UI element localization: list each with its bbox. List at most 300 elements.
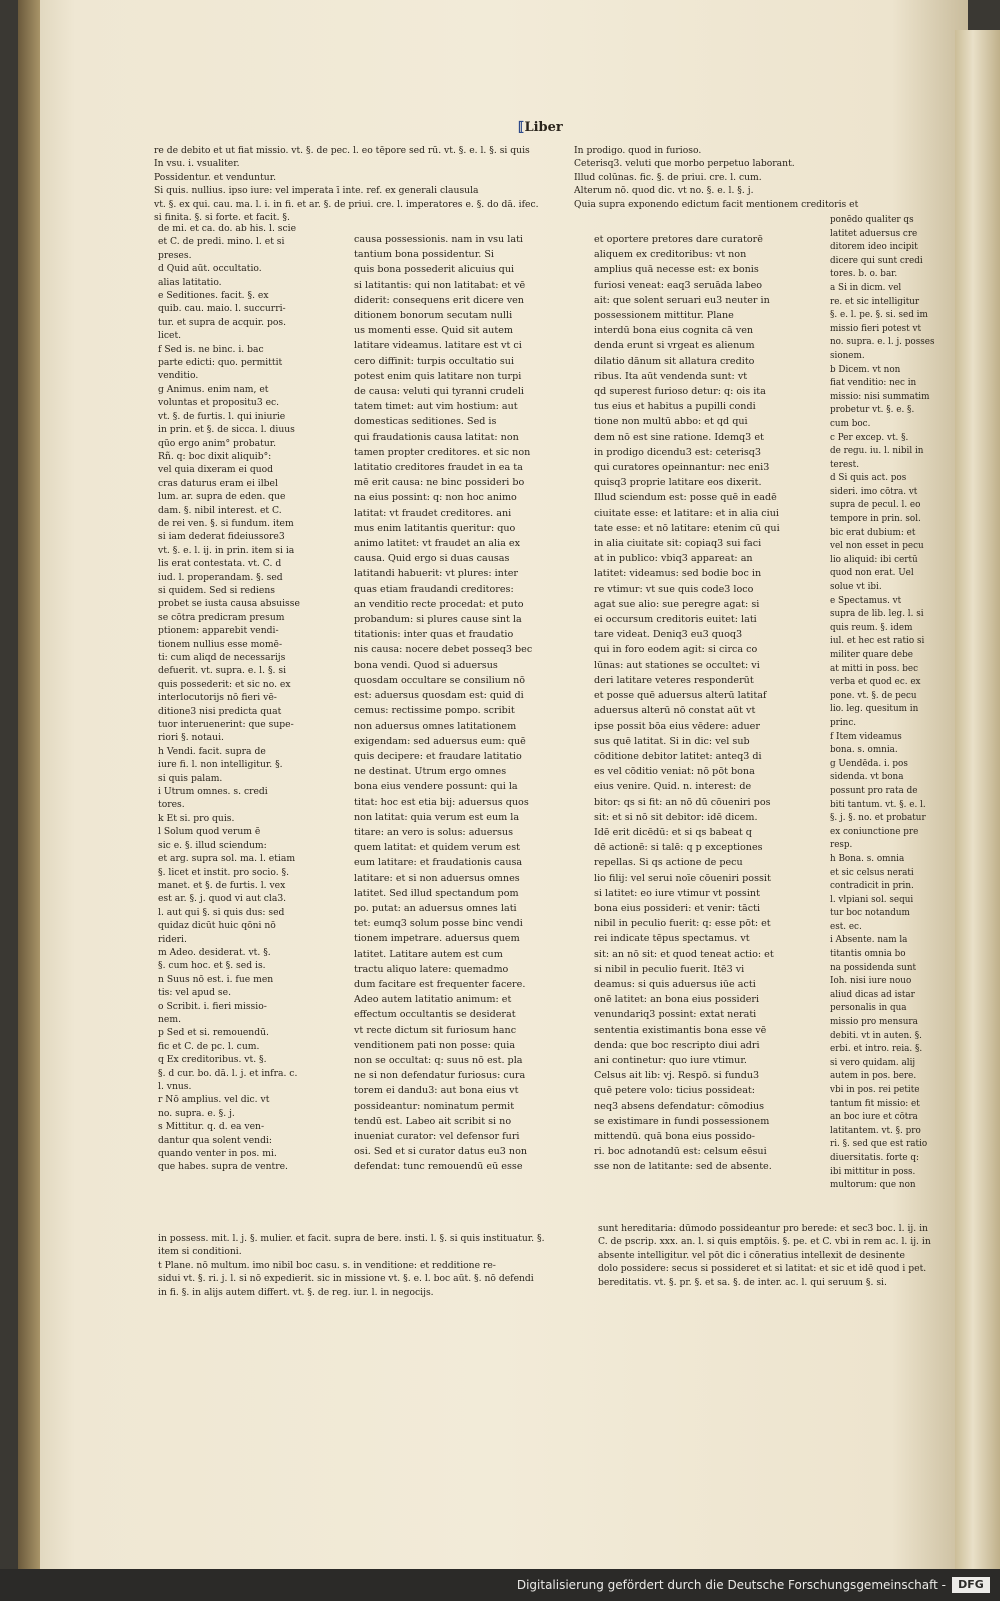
text-line: mē erit causa: ne binc possideri bo [354,477,525,489]
running-head: ⟦Liber [518,120,563,135]
text-line: titat: hoc est etia bij: aduersus quos [354,796,529,808]
text-line: absente intelligitur. vel pōt dic i cōneratius intellexit de desinente [598,1249,905,1261]
text-line: na possidenda sunt [830,962,917,973]
text-line: ipse possit bōa eius vēdere: aduer [594,720,760,732]
text-line: ne si non defendatur furiosus: cura [354,1070,526,1082]
text-line: interlocutorijs nō fieri vē- [158,692,277,704]
text-line: probetur vt. §. e. §. [830,405,915,416]
text-line: lūnas: aut stationes se occultet: vi [594,659,760,671]
text-line: dantur qua solent vendi: [158,1134,273,1146]
text-line: supra de lib. leg. l. si [830,609,924,620]
text-line: an boc iure et cōtra [830,1112,918,1123]
text-line: causa possessionis. nam in vsu lati [354,234,523,245]
text-line: autem in pos. bere. [830,1071,917,1082]
text-line: sententia existimantis bona esse vē [594,1024,767,1036]
text-line: i Utrum omnes. s. credi [158,786,268,798]
text-line: tores. b. o. bar. [830,269,898,280]
text-line: aduersus alterū nō constat aūt vt [594,705,756,717]
text-line: §. e. l. pe. §. si. sed im [830,310,928,321]
text-line: ti: cum aliqd de necessarijs [158,652,286,663]
text-line: re vtimur: vt sue quis code3 loco [594,583,754,595]
text-line: in prin. et §. de sicca. l. diuus [158,424,295,436]
text-line: et C. de predi. mino. l. et si [158,236,285,248]
text-line: latitandi habuerit: vt plures: inter [354,568,518,580]
text-line: Alterum nō. quod dic. vt no. §. e. l. §. j. [574,185,754,197]
text-line: quod non erat. Uel [830,568,914,579]
text-line: sse non de latitante: sed de absente. [594,1161,772,1173]
text-line: tuor interuenerint: que supe- [158,719,294,731]
text-line: se existimare in fundi possessionem [594,1115,770,1127]
text-line: venundariq3 possint: extat nerati [594,1009,757,1021]
bottom-gloss-left [158,1232,588,1312]
text-line: l. vlpiani sol. sequi [830,894,914,905]
text-line: ex coniunctione pre [830,826,919,837]
text-line: est ar. §. j. quod vi aut cla3. [158,893,287,905]
text-line: bona. s. omnia. [830,745,898,756]
text-line: probet se iusta causa absuisse [158,598,300,610]
text-line: causa. Quid ergo si duas causas [354,553,510,565]
text-line: qui curatores opeinnantur: nec eni3 [594,462,770,474]
text-line: de regu. iu. l. nibil in [830,446,924,457]
text-line: agat sue alio: sue peregre agat: si [594,598,760,610]
text-line: In prodigo. quod in furioso. [574,145,702,156]
text-line: fiat venditio: nec in [830,378,917,389]
text-line: latitare: et si non aduersus omnes [354,872,520,884]
text-line: sidui vt. §. ri. j. l. si nō expedierit. sic in missione vt. §. e. l. boc aūt. §. nō defendi [158,1273,534,1285]
text-line: tantum fit missio: et [830,1098,920,1109]
text-line: possessionem mittitur. Plane [594,310,734,322]
text-line: riori §. notaui. [158,732,224,744]
text-line: bona eius possideri: et venir: tācti [594,902,761,914]
text-line: tur boc notandum [830,908,910,919]
text-line: Ioh. nisi iure nouo [830,976,912,987]
text-line: Ceterisq3. veluti que morbo perpetuo laborant. [574,158,795,170]
text-line: re de debito et ut fiat missio. vt. §. de pec. l. eo tēpore sed rū. vt. §. e. l. §. si quis [154,145,530,156]
text-line: bic erat dubium: et [830,527,916,538]
text-line: et sic celsus nerati [830,867,914,878]
text-line: et oportere pretores dare curatorē [594,234,763,245]
text-line: in possess. mit. l. j. §. mulier. et facit. supra de bere. insti. l. §. si quis instituatur. §. [158,1233,545,1244]
text-line: neq3 absens defendatur: cōmodius [594,1100,765,1112]
text-line: defendat: tunc remouendū eū esse [354,1161,523,1173]
text-line: titare: an vero is solus: aduersus [354,826,514,838]
text-line: tantium bona possidentur. Si [354,249,495,261]
text-line: iul. et hec est ratio si [830,636,925,647]
text-line: missio fieri potest vt [830,323,921,334]
text-line: tamen propter creditores. et sic non [354,446,531,458]
text-line: Possidentur. et venduntur. [154,171,276,183]
text-line: Idē erit dicēdū: et si qs babeat q [594,826,752,838]
main-text-column-1 [354,232,580,1222]
text-line: vt. §. ex qui. cau. ma. l. i. in fi. et ar. §. de priui. cre. l. imperatores e. §. do dā. ifec. [154,198,539,210]
text-line: lio. leg. quesitum in [830,704,919,715]
text-line: diuersitatis. forte q: [830,1152,919,1163]
text-line: quando venter in pos. mi. [158,1148,277,1160]
text-line: ciuitate esse: et latitare: et in alia ciui [594,507,779,519]
text-line: Celsus ait lib: vj. Respō. si fundu3 [594,1070,760,1082]
text-line: po. putat: an aduersus omnes lati [354,902,517,914]
text-line: ri. boc adnotandū est: celsum eēsui [594,1146,767,1158]
text-line: supra de pecul. l. eo [830,500,921,511]
text-line: t Plane. nō multum. imo nibil boc casu. s. in venditione: et redditione re- [158,1259,496,1271]
text-line: non se occultat: q: suus nō est. pla [354,1054,523,1066]
text-line: tis: vel apud se. [158,987,231,999]
text-line: sus quē latitat. Si in dic: vel sub [594,735,750,747]
text-line: ri. §. sed que est ratio [830,1139,928,1150]
text-line: p Sed et si. remouendū. [158,1027,269,1039]
text-line: aliud dicas ad istar [830,989,915,1000]
text-line: fic et C. de pc. l. cum. [158,1040,260,1052]
text-line: exigendam: sed aduersus eum: quē [354,735,526,747]
text-line: sit: an nō sit: et quod teneat actio: et [594,948,774,960]
text-line: de causa: veluti qui tyranni crudeli [354,386,524,398]
text-line: de rei ven. §. si fundum. item [158,517,294,529]
text-line: dem nō est sine ratione. Idemq3 et [594,431,764,443]
text-line: vt. §. de furtis. l. qui iniurie [158,410,286,422]
text-line: quē petere volo: ticius possideat: [594,1085,756,1097]
text-line: quas etiam fraudandi creditores: [354,583,514,595]
text-line: at mitti in poss. bec [830,663,918,674]
text-line: an venditio recte procedat: et puto [354,598,524,610]
text-line: cras daturus eram ei ilbel [158,477,278,489]
page-gutter [18,0,40,1569]
text-line: in fi. §. in alijs autem differt. vt. §. de reg. iur. l. in negocijs. [158,1286,434,1298]
text-line: interdū bona eius cognita cā ven [594,325,754,337]
text-line: tatem timet: aut vim hostium: aut [354,401,518,413]
text-line: titationis: inter quas et fraudatio [354,629,514,641]
text-line: si nibil in peculio fuerit. Itē3 vi [594,963,745,975]
text-line: si iam dederat fideiussore3 [158,531,285,543]
text-line: possideantur: nominatum permit [354,1100,515,1112]
text-line: tractu aliquo latere: quemadmo [354,963,509,975]
text-line: nis causa: nocere debet posseq3 bec [354,644,533,656]
text-line: titantis omnia bo [830,949,906,960]
text-line: quem latitat: et quidem verum est [354,842,520,854]
text-line: que habes. supra de ventre. [158,1161,288,1173]
text-line: latitatio creditores fraudet in ea ta [354,462,523,474]
text-line: l. aut qui §. si quis dus: sed [158,906,285,918]
text-line: qui in foro eodem agit: si circa co [594,644,758,656]
text-line: venditionem pati non posse: quia [354,1039,516,1051]
text-line: denda: que boc rescripto diui adri [594,1039,760,1051]
text-line: §. d cur. bo. dā. l. j. et infra. c. [158,1067,298,1079]
text-line: quis possederit: et sic no. ex [158,678,291,690]
text-line: no. supra. e. l. j. posses [830,337,935,348]
text-line: latitet: videamus: sed bodie boc in [594,568,762,580]
text-line: sideri. imo cōtra. vt [830,486,918,497]
text-line: r Nō amplius. vel dic. vt [158,1094,270,1106]
text-line: tur. et supra de acquir. pos. [158,316,287,328]
text-line: sunt hereditaria: dūmodo possideantur pro berede: et sec3 boc. l. ij. in [598,1223,928,1234]
text-line: quib. cau. maio. l. succurri- [158,303,286,315]
text-line: f Item videamus [830,731,902,742]
text-line: ptionem: apparebit vendi- [158,625,279,637]
text-line: ani continetur: quo iure vtimur. [594,1054,747,1066]
text-line: cōditione debitor latitet: anteq3 di [594,750,762,762]
text-line: quis bona possederit alicuius qui [354,264,515,276]
text-line: militer quare debe [830,650,913,660]
text-line: latitare videamus. latitare est vt ci [354,340,522,352]
text-line: probandum: si plures cause sint la [354,614,522,626]
text-line: si latitet: eo iure vtimur vt possint [594,887,760,899]
text-line: est: aduersus quosdam est: quid di [354,690,524,702]
text-line: qd superest furioso detur: q: ois ita [594,386,766,398]
text-line: lum. ar. supra de eden. que [158,491,286,503]
text-line: lio aliquid: ibi certū [830,554,918,565]
text-line: n Suus nō est. i. fue men [158,973,274,985]
text-line: Quia supra exponendo edictum facit mentionem creditoris et [574,198,859,210]
text-line: et posse quē aduersus alterū latitaf [594,690,767,702]
text-line: i Absente. nam la [830,935,908,946]
text-line: m Adeo. desiderat. vt. §. [158,946,271,958]
text-line: dilatio dānum sit allatura credito [594,355,755,367]
text-line: dam. §. nibil interest. et C. [158,504,282,516]
bottom-gloss-right [598,1222,963,1302]
text-line: princ. [830,717,857,728]
text-line: latitantem. vt. §. pro [830,1125,921,1136]
text-line: potest enim quis latitare non turpi [354,370,522,382]
text-line: §. cum hoc. et §. sed is. [158,960,266,972]
text-line: h Bona. s. omnia [830,853,905,864]
text-line: debiti. vt in auten. §. [830,1030,922,1041]
text-line: latitet. Latitare autem est cum [354,948,503,960]
text-line: g Uendēda. i. pos [830,758,908,769]
text-line: inueniat curator: vel defensor furi [354,1130,520,1142]
text-line: tempore in prin. sol. [830,514,921,525]
text-line: eius venire. Quid. n. interest: de [594,781,752,793]
text-line: onē latitet: an bona eius possideri [594,994,760,1006]
text-line: si finita. §. si forte. et facit. §. [154,212,290,224]
text-line: Illud colūnas. fic. §. de priui. cre. l. cum. [574,171,762,183]
text-line: voluntas et propositu3 ec. [158,397,280,409]
text-line: osi. Sed et si curator datus eu3 non [354,1146,528,1158]
text-line: personalis in qua [830,1003,907,1014]
text-line: §. licet et instit. pro socio. §. [158,866,290,878]
left-gloss-column [158,222,358,1202]
text-line: contradicit in prin. [830,881,914,892]
text-line: iure fi. l. non intelligitur. §. [158,759,283,771]
text-line: sidenda. vt bona [830,772,904,783]
next-page-edge [955,30,1000,1569]
text-line: terest. [830,459,859,470]
text-line: ribus. Ita aūt vendenda sunt: vt [594,370,748,382]
text-line: vel non esset in pecu [830,541,924,552]
text-line: repellas. Si qs actione de pecu [594,857,743,869]
text-line: denda erunt si vrgeat es alienum [594,340,755,352]
text-line: ditorem ideo incipit [830,242,918,253]
text-line: bona eius vendere possunt: qui la [354,781,518,793]
text-line: at in publico: vbiq3 appareat: an [594,553,753,565]
text-line: lis erat contestata. vt. C. d [158,558,282,570]
text-line: erbi. et intro. reia. §. [830,1044,923,1055]
text-line: vbi in pos. rei petite [830,1085,920,1095]
footer-bar [0,1569,1000,1601]
text-line: preses. [158,249,192,261]
text-line: de mi. et ca. do. ab his. l. scie [158,223,297,234]
text-line: si quis palam. [158,772,223,784]
text-line: ditionem bonorum secutam nulli [354,310,513,322]
text-line: f Sed is. ne binc. i. bac [158,343,264,355]
text-line: tet: eumq3 solum posse binc vendi [354,918,523,930]
text-line: eum latitare: et fraudationis causa [354,857,523,869]
text-line: defuerit. vt. supra. e. l. §. si [158,665,287,677]
text-line: us momenti esse. Quid sit autem [354,325,513,337]
main-text-column-2 [594,232,820,1222]
text-line: tate esse: et nō latitare: etenim cū qui [594,522,780,534]
text-line: se cōtra predicram presum [158,611,285,623]
text-line: in alia ciuitate sit: copiaq3 sui faci [594,538,762,550]
text-line: bona vendi. Quod si aduersus [354,659,498,671]
text-line: es vel cōditio veniat: nō pōt bona [594,766,755,778]
text-line: vel quia dixeram ei quod [158,464,274,476]
text-line: ei occursum creditoris euitet: lati [594,614,757,626]
text-line: d Si quis act. pos [830,473,907,484]
text-line: qui fraudationis causa latitat: non [354,431,519,443]
text-line: sic e. §. illud sciendum: [158,839,267,851]
text-line: l Solum quod verum ē [158,826,261,838]
text-line: g Animus. enim nam, et [158,383,269,395]
text-line: bereditatis. vt. §. pr. §. et sa. §. de inter. ac. l. qui seruum §. si. [598,1276,887,1288]
text-line: est. ec. [830,921,862,932]
text-line: non latitat: quia verum est eum la [354,811,520,823]
text-line: effectum occultantis se desiderat [354,1009,516,1021]
text-line: Adeo autem latitatio animum: et [354,994,512,1006]
text-line: rei indicate tēpus spectamus. vt [594,933,750,945]
text-line: quis reum. §. idem [830,622,913,633]
top-right-gloss [574,144,954,219]
text-line: lio filij: vel serui noīe cōueniri possit [594,872,771,884]
text-line: q Ex creditoribus. vt. §. [158,1054,267,1066]
dfg-logo: DFG [952,1577,990,1593]
text-line: a Si in dicm. vel [830,282,902,293]
text-line: venditio. [158,370,199,382]
text-line: furiosi veneat: eaq3 seruāda labeo [594,279,763,291]
text-line: sionem. [830,350,865,361]
text-line: ponēdo qualiter qs [830,215,914,225]
text-line: Rñ. q: boc dixit aliquib°: [158,450,272,462]
text-line: cum boc. [830,418,871,429]
text-line: tendū est. Labeo ait scribit si no [354,1115,512,1127]
text-line: domesticas seditiones. Sed is [354,416,497,428]
text-line: h Vendi. facit. supra de [158,745,266,757]
text-line: ibi mittitur in poss. [830,1166,916,1177]
text-line: resp. [830,840,853,851]
text-line: amplius quā necesse est: ex bonis [594,264,759,276]
right-gloss-column [830,214,960,1214]
text-line: dolo possidere: secus si possideret et si latitat: et sic et idē quod i pet. [598,1263,927,1275]
text-line: si latitantis: qui non latitabat: et vē [354,279,526,291]
text-line: C. de pscrip. xxx. an. l. si quis emptōis. §. pe. et C. vbi in rem ac. l. ij. in [598,1236,931,1248]
text-line: cero diffinit: turpis occultatio sui [354,355,515,367]
text-line: manet. et §. de furtis. l. vex [158,879,286,891]
text-line: qūo ergo anim° probatur. [158,437,277,449]
text-line: missio: nisi summatim [830,391,930,402]
text-line: dum facitare est frequenter facere. [354,978,526,990]
text-line: non aduersus omnes latitationem [354,720,517,732]
text-line: tores. [158,799,185,811]
text-line: bitor: qs si fit: an nō dū cōueniri pos [594,796,771,808]
text-line: ditione3 nisi predicta quat [158,705,282,717]
text-line: na eius possint: q: non hoc animo [354,492,517,504]
text-line: d Quid aūt. occultatio. [158,263,262,275]
text-line: l. vnus. [158,1081,192,1092]
text-line: quisq3 proprie latitare eos dixerit. [594,477,762,489]
text-line: licet. [158,330,182,342]
text-line: mittendū. quā bona eius possido- [594,1130,755,1142]
text-line: Illud sciendum est: posse quē in eadē [594,492,777,504]
text-line: latitat: vt fraudet creditores. ani [354,507,512,519]
text-line: quosdam occultare se consilium nō [354,674,526,686]
text-line: diderit: consequens erit dicere ven [354,294,524,306]
text-line: solue vt ibi. [830,582,882,593]
text-line: k Et si. pro quis. [158,812,235,824]
text-line: vt recte dictum sit furiosum hanc [354,1024,517,1036]
text-line: no. supra. e. §. j. [158,1107,235,1119]
footer-credit: Digitalisierung gefördert durch die Deutsche Forschungsgemeinschaft - [516,1578,946,1592]
text-line: verba et quod ec. ex [830,677,921,688]
text-line: e Seditiones. facit. §. ex [158,290,269,302]
text-line: alias latitatio. [158,276,222,288]
text-line: biti tantum. vt. §. e. l. [830,799,926,810]
text-line: missio pro mensura [830,1017,918,1028]
text-line: dē actionē: si talē: q p exceptiones [594,842,763,854]
text-line: Si quis. nullius. ipso iure: vel imperata ī inte. ref. ex generali clausula [154,185,479,197]
text-line: ait: que solent seruari eu3 neuter in [594,294,770,306]
text-line: quis decipere: et fraudare latitatio [354,750,522,762]
text-line: §. j. §. no. et probatur [830,813,926,824]
text-line: tionem impetrare. aduersus quem [354,933,520,945]
text-line: latitet. Sed illud spectandum pom [354,887,519,899]
text-line: latitet aduersus cre [830,228,918,239]
text-line: in prodigo dicendu3 est: ceterisq3 [594,446,762,458]
text-line: quidaz dicūt huic qōni nō [158,920,276,932]
text-line: rideri. [158,933,187,945]
text-line: ne destinat. Utrum ergo omnes [354,766,507,778]
text-line: pone. vt. §. de pecu [830,690,917,701]
text-line: possunt pro rata de [830,785,918,796]
text-line: re. et sic intelligitur [830,296,920,307]
text-line: tione non multū abbo: et qd qui [594,416,748,428]
text-line: parte edicti: quo. permittit [158,357,283,369]
text-line: dicere qui sunt credi [830,255,923,266]
text-line: s Mittitur. q. d. ea ven- [158,1121,265,1133]
text-line: nem. [158,1013,181,1025]
text-line: multorum: que non [830,1180,916,1191]
text-line: torem ei dandu3: aut bona eius vt [354,1085,519,1097]
text-line: tionem nullius esse momē- [158,638,283,650]
book-page [18,0,968,1569]
text-line: tare videat. Deniq3 eu3 quoq3 [594,629,743,641]
text-line: o Scribit. i. fieri missio- [158,1000,267,1012]
text-line: c Per excep. vt. §. [830,432,909,443]
text-line: item si conditioni. [158,1246,242,1258]
text-line: sit: et si nō sit debitor: idē dicem. [594,811,758,823]
text-line: si vero quidam. alij [830,1057,916,1068]
text-line: In vsu. i. vsualiter. [154,158,240,170]
text-line: vt. §. e. l. ij. in prin. item si ia [158,544,295,556]
text-line: deri latitare veteres responderūt [594,674,754,686]
text-line: animo latitet: vt fraudet an alia ex [354,538,521,550]
text-line: b Dicem. vt non [830,364,901,375]
text-line: deamus: si quis aduersus iūe acti [594,978,756,990]
text-line: aliquem ex creditoribus: vt non [594,249,747,261]
text-line: e Spectamus. vt [830,595,902,606]
text-line: mus enim latitantis queritur: quo [354,522,516,534]
text-line: nibil in peculio fuerit: q: esse pōt: et [594,918,771,930]
text-line: si quidem. Sed si rediens [158,584,276,596]
text-line: cemus: rectissime pompo. scribit [354,705,515,717]
text-line: iud. l. properandam. §. sed [158,571,283,583]
